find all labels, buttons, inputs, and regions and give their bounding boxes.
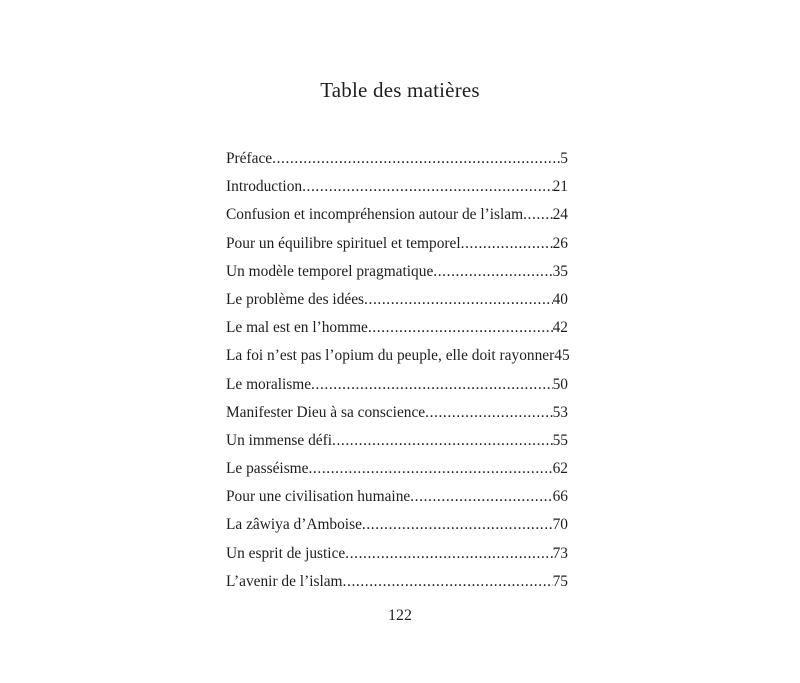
dot-leader — [425, 399, 552, 427]
toc-entry-page: 26 — [552, 234, 568, 252]
toc-entry[interactable] — [226, 145, 568, 173]
toc-entry[interactable] — [226, 427, 568, 455]
toc-entry[interactable] — [226, 371, 568, 399]
toc-entry[interactable] — [226, 230, 568, 258]
toc-entry[interactable] — [226, 483, 568, 511]
table-of-contents — [226, 145, 568, 596]
toc-entry-page: 53 — [552, 403, 568, 421]
toc-entry-title: Un modèle temporel pragmatique — [226, 262, 434, 280]
toc-entry[interactable] — [226, 511, 568, 539]
dot-leader — [362, 511, 553, 539]
toc-entry-page: 62 — [552, 460, 568, 478]
dot-leader — [433, 258, 552, 286]
toc-entry-title: Pour un équilibre spirituel et temporel — [226, 234, 461, 252]
toc-entry-page: 45 — [554, 347, 570, 365]
toc-entry-title: Introduction — [226, 178, 303, 196]
toc-entry[interactable] — [226, 258, 568, 286]
dot-leader — [308, 455, 552, 483]
page-number: 122 — [388, 607, 412, 620]
toc-entry-title: Un esprit de justice — [226, 544, 346, 562]
toc-entry-page: 73 — [552, 544, 568, 562]
dot-leader — [410, 483, 552, 511]
toc-entry[interactable] — [226, 540, 568, 568]
dot-leader — [523, 201, 553, 229]
dot-leader — [461, 230, 553, 258]
toc-entry-page: 5 — [560, 150, 568, 167]
toc-entry[interactable] — [226, 399, 568, 427]
toc-entry[interactable] — [226, 455, 568, 483]
toc-entry-page: 35 — [552, 262, 568, 280]
toc-entry-page: 50 — [552, 375, 568, 393]
toc-entry[interactable] — [226, 314, 568, 342]
toc-entry-title: Le passéisme — [226, 460, 309, 478]
toc-entry-title: Le moralisme — [226, 375, 312, 393]
toc-entry-page: 42 — [552, 319, 568, 337]
toc-entry-title: Le problème des idées — [226, 290, 365, 308]
toc-entry[interactable] — [226, 342, 568, 370]
toc-entry-title: Confusion et incompréhension autour de l’islam — [226, 206, 524, 224]
toc-entry[interactable] — [226, 173, 568, 201]
toc-entry-page: 70 — [552, 516, 568, 534]
dot-leader — [364, 286, 553, 314]
toc-entry-title: Manifester Dieu à sa conscience — [226, 403, 426, 421]
dot-leader — [368, 314, 553, 342]
toc-entry-page: 40 — [552, 290, 568, 308]
toc-entry-title: La foi n’est pas l’opium du peuple, elle doit rayonner — [226, 347, 555, 365]
dot-leader — [345, 540, 552, 568]
toc-entry-page: 66 — [552, 488, 568, 506]
toc-entry-page: 21 — [552, 178, 568, 196]
toc-entry-page: 24 — [552, 206, 568, 224]
dot-leader — [272, 145, 560, 173]
toc-entry-page: 75 — [552, 572, 568, 590]
toc-entry-title: Le mal est en l’homme — [226, 319, 368, 337]
toc-entry-title: Pour une civilisation humaine — [226, 488, 411, 506]
page-title: Table des matières — [320, 78, 480, 102]
dot-leader — [332, 427, 553, 455]
dot-leader — [311, 371, 553, 399]
dot-leader — [343, 568, 553, 596]
toc-entry-title: Un immense défi — [226, 431, 332, 449]
toc-entry-title: Préface — [226, 150, 273, 167]
toc-entry-page: 55 — [552, 431, 568, 449]
toc-entry-title: La zâwiya d’Amboise — [226, 516, 362, 534]
toc-entry[interactable] — [226, 201, 568, 229]
dot-leader — [302, 173, 553, 201]
toc-entry[interactable] — [226, 568, 568, 596]
toc-entry-title: L’avenir de l’islam — [226, 572, 343, 590]
toc-entry[interactable] — [226, 286, 568, 314]
